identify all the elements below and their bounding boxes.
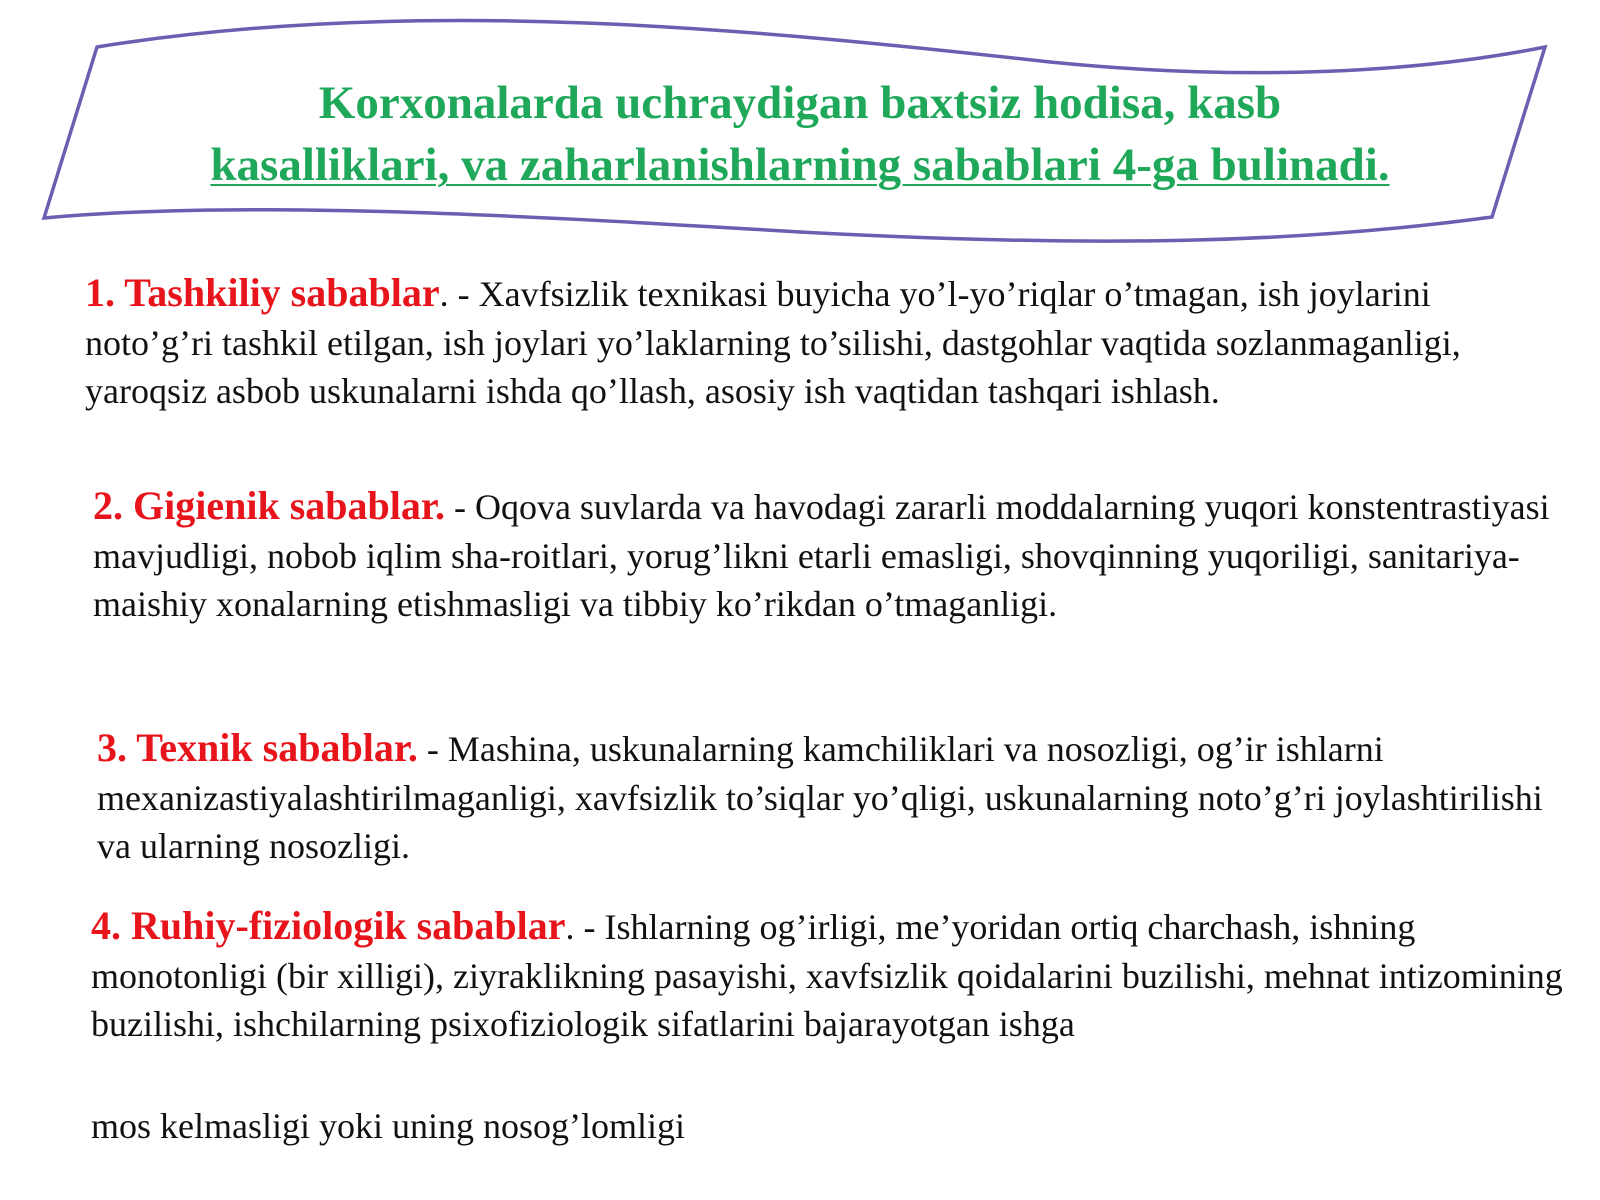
section-text: - Mashina, uskunalarning kamchiliklari va nosozligi, og’ir ishlarni mexanizastiyalashtirilmaganligi, xavfsizlik to’siqlar yo’qligi, uskunalarning noto’g’ri joylashtirilishi va ularning nosozligi. (97, 729, 1543, 866)
section-text: . - Ishlarning og’irligi, me’yoridan ortiq charchash, ishning monotonligi (bir xilligi), ziyraklikning pasayishi, xavfsizlik qoidalarini buzilishi, mehnat intizomining buzilishi, ishchilarning psixofiziologik sifatlarini bajarayotgan ishga (91, 907, 1563, 1044)
closing-text: mos kelmasligi yoki uning nosog’lomligi (91, 1106, 685, 1146)
section-gigienik (93, 482, 1563, 629)
page-title (60, 72, 1540, 196)
section-heading: 3. Texnik sabablar. (97, 725, 418, 770)
title-banner (0, 0, 1600, 260)
section-tashkiliy (85, 269, 1555, 416)
section-text: . - Xavfsizlik texnikasi buyicha yo’l-yo’riqlar o’tmagan, ish joylarini noto’g’ri tashkil etilgan, ish joylari yo’laklarning to’silishi, dastgohlar vaqtida sozlanmaganligi, yaroqsiz asbob uskunalarni ishda qo’llash, asosiy ish vaqtidan tashqari ishlash. (85, 274, 1461, 411)
section-text: - Oqova suvlarda va havodagi zararli moddalarning yuqori konstentrastiyasi mavjudligi, nobob iqlim sha-roitlari, yorug’likni etarli emasligi, shovqinning yuqoriligi, sanitariya-maishiy xonalarning etishmasligi va tibbiy ko’rikdan o’tmaganligi. (93, 487, 1550, 624)
section-heading: 1. Tashkiliy sabablar (85, 270, 440, 315)
title-line-1: Korxonalarda uchraydigan baxtsiz hodisa, kasb (318, 77, 1282, 129)
section-texnik (97, 724, 1567, 871)
section-ruhiy-fiziologik (91, 902, 1571, 1049)
title-line-2: kasalliklari, va zaharlanishlarning sabablari 4-ga bulinadi. (210, 139, 1390, 191)
section-heading: 4. Ruhiy-fiziologik sabablar (91, 903, 566, 948)
section-heading: 2. Gigienik sabablar. (93, 483, 445, 528)
